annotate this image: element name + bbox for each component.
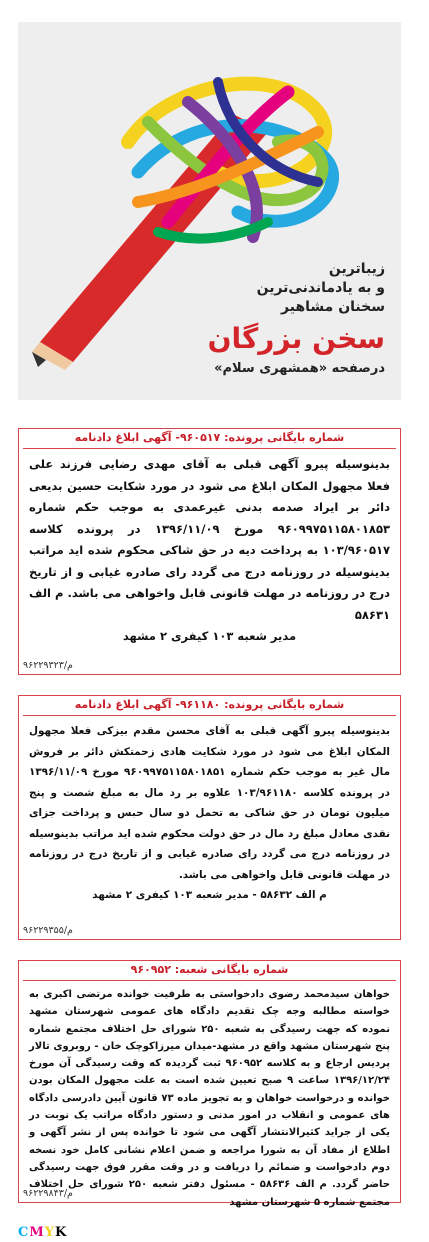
notice-code: ۹۶۲۲۹۸۴۳/م bbox=[23, 1188, 73, 1199]
notice-header: شماره بایگانی پرونده: ۹۶۰۵۱۷- آگهی ابلاغ دادنامه bbox=[23, 429, 396, 449]
ad-bottom-line: درصفحه «همشهری سلام» bbox=[214, 361, 385, 376]
notice-text: بدینوسیله پیرو آگهی قبلی به آقای مهدی رضایی فرزند علی فعلا مجهول المکان ابلاغ می شود در مورد شکایت حسین بدیعی دائر بر ایراد صدمه بدنی غیرعمدی به موجب حکم شماره ۹۶۰۹۹۷۵۱۱۵۸۰۱۸۵۳ مورخ ۱۳۹۶/۱۱/۰۹ در پرونده کلاسه ۱۰۳/۹۶۰۵۱۷ به پرداخت دیه در حق شاکی محکوم شده اید مراتب بدینوسیله در روزنامه درج می گردد رای صادره غیابی و از تاریخ درج در روزنامه در مهلت قانونی قابل واخواهی می باشد. م الف ۵۸۶۳۱ bbox=[29, 457, 390, 622]
notice-box-2 bbox=[18, 695, 401, 940]
notice-text: خواهان سیدمحمد رضوی دادخواستی به طرفیت خوانده مرتضی اکبری به خواسته مطالبه وجه چک تقدیم دادگاه های عمومی شهرستان مشهد نموده که جهت رسیدگی به شعبه ۲۵۰ شورای حل اختلاف مجتمع شماره پنج شهرستان مشهد واقع در مشهد-میدان میرزاکوچک خان - روبروی تالار پردیس ارجاع و به کلاسه ۹۶۰۹۵۲ ثبت گردیده که وقت رسیدگی آن مورخ ۱۳۹۶/۱۲/۲۴ ساعت ۹ صبح تعیین شده است به علت مجهول المکان بودن خوانده و درخواست خواهان و به تجویز ماده ۷۳ قانون آیین دادرسی دادگاه های عمومی و انقلاب در امور مدنی و دستور دادگاه مراتب یک نوبت در یکی از جراید کثیرالانتشار آگهی می شود تا خوانده پس از نشر آگهی و اطلاع از مفاد آن به شورا مراجعه و ضمن اعلام نشانی کامل خود نسخه دوم دادخواست و ضمائم را دریافت و در وقت مقرر فوق جهت رسیدگی حاضر گردد. م الف ۵۸۶۳۶ - مسئول دفتر شعبه ۲۵۰ شورای حل اختلاف مجتمع شماره ۵ شهرستان مشهد bbox=[29, 989, 390, 1208]
notice-body bbox=[19, 716, 400, 906]
ad-line-3: سخنان مشاهیر bbox=[281, 299, 385, 315]
notice-signature: م الف ۵۸۶۳۲ - مدیر شعبه ۱۰۳ کیفری ۲ مشهد bbox=[92, 889, 327, 901]
notice-body bbox=[19, 981, 400, 1211]
advertisement-panel bbox=[18, 22, 401, 400]
notice-code: ۹۶۲۲۹۳۲۳/م bbox=[23, 660, 73, 671]
notice-box-1 bbox=[18, 428, 401, 675]
notice-header: شماره بایگانی پرونده: ۹۶۱۱۸۰- آگهی ابلاغ دادنامه bbox=[23, 696, 396, 716]
notice-body bbox=[19, 449, 400, 648]
notice-header: شماره بایگانی شعبه: ۹۶۰۹۵۲ bbox=[23, 961, 396, 981]
ad-line-1: زیباترین bbox=[328, 261, 385, 277]
print-color-mark: CMYK bbox=[18, 1225, 68, 1240]
notice-box-3 bbox=[18, 960, 401, 1208]
ad-headline: سخن بزرگان bbox=[207, 322, 385, 355]
ad-line-2: و به یادماندنی‌ترین bbox=[256, 280, 385, 296]
notice-code: ۹۶۲۲۹۳۵۵/م bbox=[23, 925, 73, 936]
advertisement-text bbox=[135, 260, 385, 379]
notice-signature: مدیر شعبه ۱۰۳ کیفری ۲ مشهد bbox=[122, 629, 297, 643]
notice-text: بدینوسیله پیرو آگهی قبلی به آقای محسن مقدم بیزکی فعلا مجهول المکان ابلاغ می شود در مورد شکایت هادی زحمتکش دائر بر فروش مال غیر به موجب حکم شماره ۹۶۰۹۹۷۵۱۱۵۸۰۱۸۵۱ مورخ ۱۳۹۶/۱۱/۰۹ در پرونده کلاسه ۱۰۳/۹۶۱۱۸۰ علاوه بر رد مال به مبلغ شصت و پنج میلیون تومان در حق شاکی به تحمل دو سال حبس و پرداخت جزای نقدی معادل مبلغ رد مال در حق دولت محکوم شده اید مراتب بدینوسیله در روزنامه درج می گردد رای صادره غیابی و از تاریخ درج در روزنامه در مهلت قانونی قابل واخواهی می باشد. bbox=[29, 725, 390, 881]
